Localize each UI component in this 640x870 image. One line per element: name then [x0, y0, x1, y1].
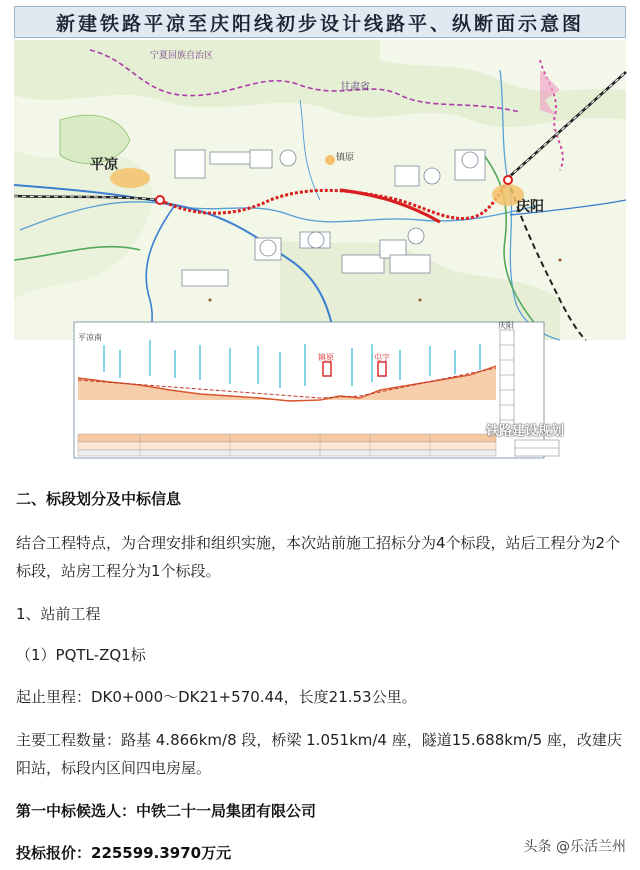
page-watermark: 头条 @乐活兰州	[523, 839, 626, 855]
label-zhenyuan: 镇原	[336, 153, 355, 163]
lot-heading: （1）PQTL-ZQ1标	[16, 646, 146, 664]
profile-label-stn2: 屯字	[374, 353, 390, 362]
label-gansu: 甘肃省	[340, 82, 370, 93]
profile-label-stn1: 镇原	[318, 353, 334, 362]
mileage-paragraph: 起止里程：DK0+000～DK21+570.44，长度21.53公里。	[16, 688, 417, 706]
intro-paragraph: 结合工程特点，为合理安排和组织实施，本次站前施工招标分为4个标段，站后工程分为2个标段，站房工程分为1个标段。	[16, 534, 621, 580]
figure-watermark: 铁路建设规划	[486, 424, 565, 439]
sub-heading: 1、站前工程	[16, 605, 101, 623]
price-line: 投标报价：225599.3970万元	[16, 844, 232, 862]
section-heading: 二、标段划分及中标信息	[16, 490, 182, 508]
quantities-paragraph: 主要工程数量：路基 4.866km/8 段，桥梁 1.051km/4 座，隧道15.688km/5 座，改建庆阳站，标段内区间四电房屋。	[16, 731, 622, 777]
label-ningxia: 宁夏回族自治区	[150, 51, 214, 61]
profile-label-end: 庆阳	[498, 321, 514, 330]
candidate-line: 第一中标候选人：中铁二十一局集团有限公司	[16, 802, 317, 820]
profile-label-start: 平凉南	[78, 333, 102, 342]
label-pingliang: 平凉	[90, 157, 118, 173]
figure-title: 新建铁路平凉至庆阳线初步设计线路平、纵断面示意图	[55, 12, 584, 35]
label-qingyang: 庆阳	[516, 199, 544, 215]
